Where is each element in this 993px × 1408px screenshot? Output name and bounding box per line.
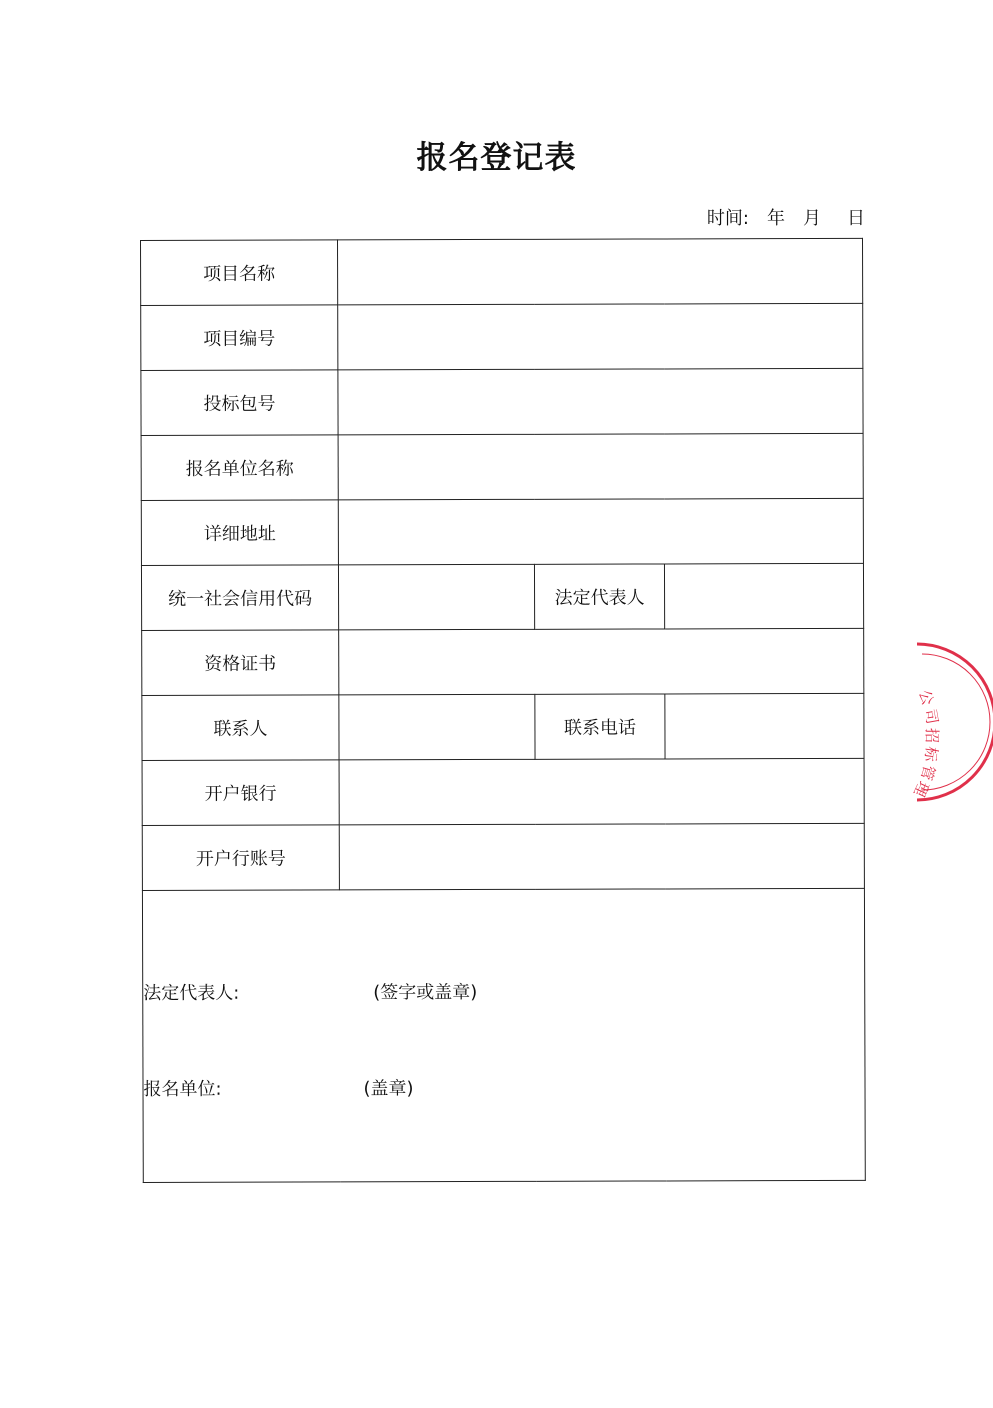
contact-phone-field[interactable] — [665, 693, 864, 759]
svg-text:司: 司 — [921, 707, 942, 726]
credit-code-label: 统一社会信用代码 — [141, 565, 338, 631]
contact-label: 联系人 — [142, 695, 339, 761]
row-signature — [142, 888, 865, 1182]
address-field[interactable] — [338, 498, 863, 565]
row-contact — [142, 693, 864, 760]
bank-label: 开户银行 — [142, 760, 339, 826]
svg-text:公: 公 — [915, 687, 937, 708]
row-registrant-name — [141, 433, 863, 500]
signature-unit-label: 报名单位: — [143, 1078, 222, 1100]
signature-legal-rep-note[interactable]: (签字或盖章) — [373, 982, 478, 1004]
company-seal-stamp — [910, 640, 957, 804]
contact-field[interactable] — [339, 694, 535, 760]
svg-text:标: 标 — [920, 745, 941, 763]
signature-legal-rep-label: 法定代表人: — [143, 982, 240, 1004]
svg-text:管: 管 — [917, 762, 939, 783]
bid-package-label: 投标包号 — [141, 370, 338, 436]
date-year: 年 — [767, 208, 785, 229]
bank-field[interactable] — [339, 758, 864, 825]
bid-package-field[interactable] — [338, 368, 863, 435]
project-number-label: 项目编号 — [141, 305, 338, 371]
row-qualification — [142, 628, 864, 695]
legal-rep-signature-line — [143, 979, 478, 1005]
registration-table — [140, 238, 866, 1183]
row-project-name — [141, 238, 863, 305]
qualification-field[interactable] — [339, 628, 864, 695]
registrant-name-label: 报名单位名称 — [141, 435, 338, 501]
legal-rep-field[interactable] — [664, 563, 863, 629]
row-account — [142, 823, 864, 890]
signature-unit-note[interactable]: (盖章) — [363, 1078, 414, 1100]
project-name-label: 项目名称 — [141, 240, 338, 306]
address-label: 详细地址 — [141, 500, 338, 566]
row-address — [141, 498, 863, 565]
account-label: 开户行账号 — [142, 825, 339, 891]
row-credit-code — [141, 563, 863, 630]
date-label: 时间: — [706, 208, 749, 229]
unit-signature-line — [143, 1075, 414, 1101]
row-project-number — [141, 303, 863, 370]
contact-phone-label: 联系电话 — [535, 694, 665, 759]
seal-text — [910, 688, 941, 800]
row-bank — [142, 758, 864, 825]
date-day: 日 — [847, 208, 865, 229]
date-line — [707, 204, 865, 230]
project-number-field[interactable] — [338, 303, 863, 370]
svg-text:理: 理 — [910, 778, 933, 800]
date-month: 月 — [803, 208, 821, 229]
svg-text:招: 招 — [923, 728, 941, 744]
project-name-field[interactable] — [338, 238, 863, 305]
legal-rep-label: 法定代表人 — [534, 564, 664, 629]
qualification-label: 资格证书 — [142, 630, 339, 696]
row-bid-package — [141, 368, 863, 435]
account-field[interactable] — [339, 823, 864, 890]
registrant-name-field[interactable] — [338, 433, 863, 500]
credit-code-field[interactable] — [338, 564, 534, 630]
signature-area — [142, 888, 865, 1182]
document-title: 报名登记表 — [416, 140, 577, 176]
